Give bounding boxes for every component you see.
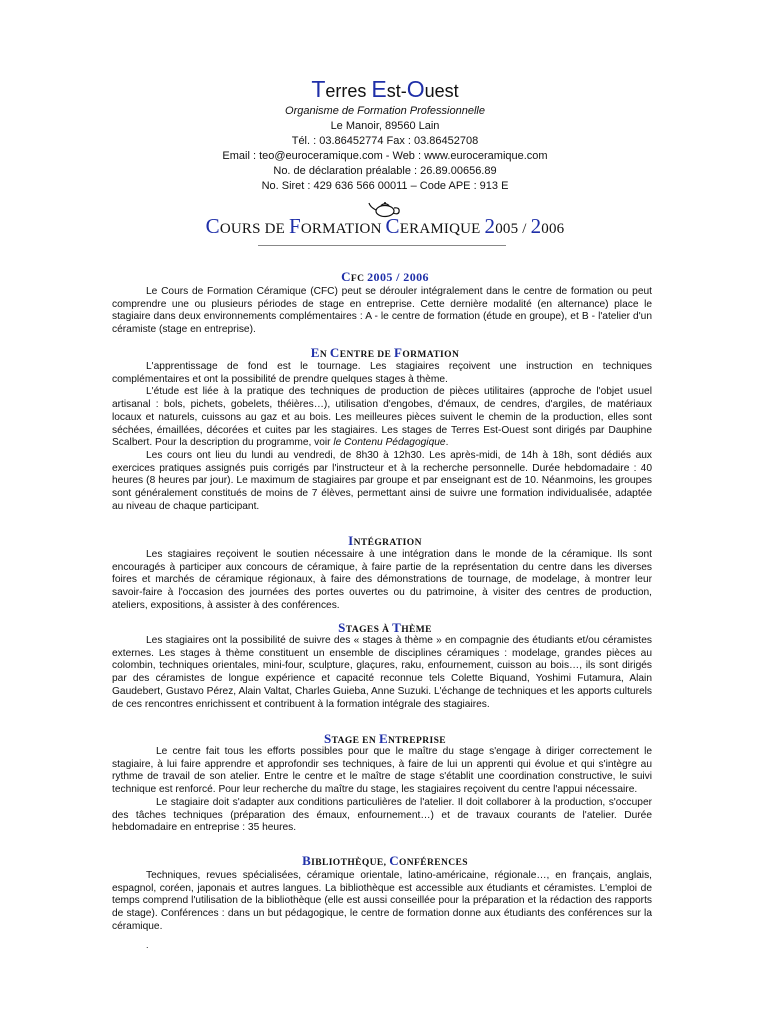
section-title-centre: EN CENTRE DE FORMATION [310,345,460,360]
section-body-bibliotheque: Techniques, revues spécialisées, céramique orientale, latino-américaine, régionale…, en français, anglais, espagnol, coréen, japonais et autres langues. La bibliothèque est accessible aux étudiants et céramistes. L'emploi de temps comprend l'utilisation de la bibliothèque (elle est aussi conseillée pour la préparation et la rédaction des rapports de stage). Conférences : dans un but pédagogique, le centre de formation donne aux étudiants des conférences sur la céramique. [112,870,652,932]
section-title-bibliotheque: BIBLIOTHÈQUE, CONFÉRENCES [302,853,468,868]
section-body-entreprise: Le centre fait tous les efforts possibles pour que le maître du stage s'engage à diriger correctement le stagiaire, à lui faire apprendre et approfondir ses techniques, à faire de lui un apprenti qui évolue et qui s'intègre au rythme de travail de son atelier. Entre le centre et le maître de stage s'établit une coordination constructive, le suivi technique est renforcé. Pour leur recherche du maître du stage, les stagiaires reçoivent du centre l'appui nécessaire. Le stagiaire doit s'adapter aux conditions particulières de l'atelier. Il doit collaborer à la production, s'occuper des tâches techniques (préparation des émaux, enfournement…) et de travaux courants de l'atelier. Durée hebdomadaire en entreprise : 35 heures. [112,746,652,834]
section-body-centre: L'apprentissage de fond est le tournage. Les stagiaires reçoivent une instruction en techniques complémentaires et ont la possibilité de prendre quelques stages à thème. L'étude est liée à la pratique des techniques de production de pièces utilitaires (approche de l'objet usuel artisanal : bols, pichets, gobelets, théières…), utilisation d'engobes, d'émaux, de cendres, d'argiles, de matériaux locaux et naturels, cuissons au gaz et au bois. Les meilleures pièces suivent le chemin de la production, elles sont séchées, émaillées, décorées et cuites par les stagiaires. Les stages de Terres Est-Ouest sont dirigés par Dauphine Scalbert. Pour la description du programme, voir le Contenu Pédagogique. Les cours ont lieu du lundi au vendredi, de 8h30 à 12h30. Les après-midi, de 14h à 18h, sont dédiés aux exercices pratiques assignés puis corrigés par l'instructeur et à la recherche personnelle. Durée hebdomadaire : 40 heures (8 heures par jour). Le maximum de stagiaires par groupe et par enseignant est de 10. Néanmoins, les groupes sont généralement constitués de moins de 7 élèves, permettant ainsi de suivre une formation individualisée, adaptée au niveau de chaque participant. [112,361,652,512]
email-web: Email : teo@euroceramique.com - Web : www.euroceramique.com [222,150,548,162]
section-body-stages: Les stagiaires ont la possibilité de suivre des « stages à thème » en compagnie des étudiants et/ou céramistes externes. Les stages à thème constituent un ensemble de disciplines céramiques : modelage, grandes pièces au colombin, techniques orientales, mini-four, sculpture, glaçures, raku, enfournement, cuisson au bois…, ils sont dirigés par des céramistes de longue expérience et capacité reconnue tels Colette Biquand, Yoshimi Futamura, Alain Gaudebert, Gustavo Pérez, Alain Valtat, Charles Guieba, Anne Suzuki. L'échange de techniques et les apports culturels de ces rencontres enrichissent et contribuent à la formation intégrale des stagiaires. [112,635,652,710]
brand-name: Terres Est-Ouest [311,76,459,102]
section-title-cfc: CFC 2005 / 2006 [341,269,429,284]
letterhead [0,76,770,218]
section-body-cfc: Le Cours de Formation Céramique (CFC) peut se dérouler intégralement dans le centre de formation ou peut comprendre une ou plusieurs périodes de stage en entreprise. Cette dernière modalité (en alternance) place le stagiaire dans deux environnements complémentaires : A - le centre de formation (étude en groupe), et B - l'atelier d'un céramiste (stage en entreprise). [112,286,652,336]
declaration-number: No. de déclaration préalable : 26.89.00656.89 [273,165,497,177]
title-divider [258,245,506,246]
section-title-integration: INTÉGRATION [348,533,422,548]
phone-fax: Tél. : 03.86452774 Fax : 03.86452708 [291,135,479,147]
section-title-entreprise: STAGE EN ENTREPRISE [323,731,447,746]
siret-number: No. Siret : 429 636 566 00011 – Code APE : 913 E [261,180,509,192]
organisation-type: Organisme de Formation Professionnelle [285,105,485,117]
paragraph-etude: L'étude est liée à la pratique des techniques de production de pièces utilitaires (approche de l'objet usuel artisanal : bols, pichets, gobelets, théières…), utilisation d'engobes, d'émaux, de cendres, d'argiles, de matériaux locaux et naturels, cuissons au gaz et au bois. Les meilleures pièces suivent le chemin de la production, elles sont séchées, émaillées, décorées et cuites par les stagiaires. Les stages de Terres Est-Ouest sont dirigés par Dauphine Scalbert. Pour la description du programme, voir le Contenu Pédagogique. [112,386,652,449]
footer-mark: . [146,940,149,950]
address: Le Manoir, 89560 Lain [330,120,440,132]
section-title-stages: STAGES À THÈME [338,620,432,635]
page-title: COURS DE FORMATION CERAMIQUE 2005 / 2006 [205,214,565,238]
section-body-integration: Les stagiaires reçoivent le soutien nécessaire à une intégration dans le monde de la céramique. Ils sont encouragés à participer aux concours de céramique, à faire partie de la représentation du centre dans les diverses foires et marchés de céramique régionaux, à faire des démonstrations de tournage, de modelage, à montrer leur savoir-faire à l'occasion des journées des portes ouvertes ou du patrimoine, à visiter des centres de production, ateliers, expositions, à assister à des conférences. [112,549,652,611]
